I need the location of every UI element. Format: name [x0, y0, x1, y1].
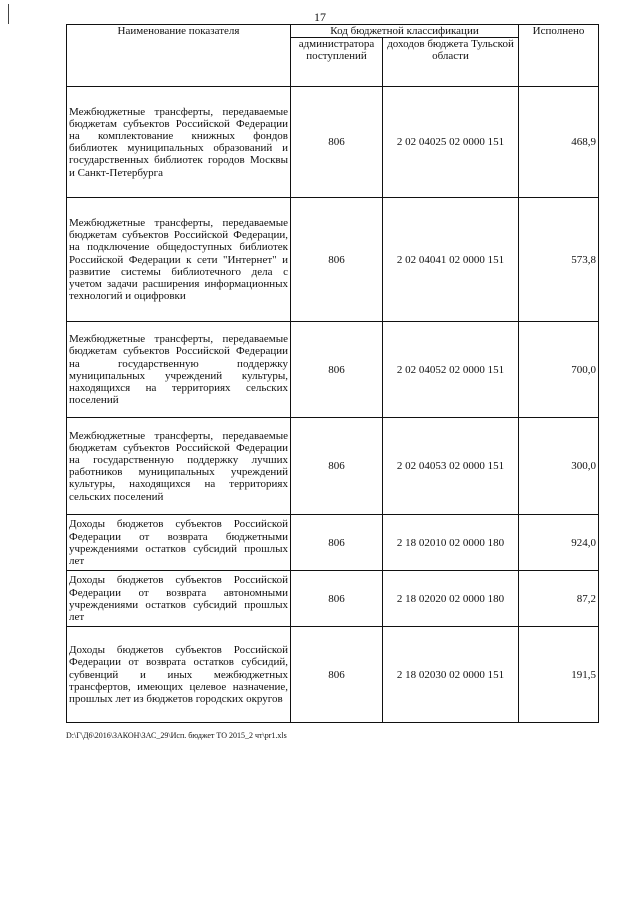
row-indicator-name: Доходы бюджетов субъектов Российской Федерации от возврата бюджетными учреждениями остатков субсидий прошлых лет [67, 515, 291, 571]
row-administrator-code: 806 [291, 418, 383, 515]
row-administrator-code: 806 [291, 627, 383, 723]
budget-table [66, 24, 599, 723]
row-executed-amount: 468,9 [519, 87, 599, 198]
table-body [67, 87, 599, 723]
header-budget-classification-code: Код бюджетной классификации [291, 25, 519, 38]
row-income-code: 2 02 04053 02 0000 151 [383, 418, 519, 515]
row-income-code: 2 02 04052 02 0000 151 [383, 322, 519, 418]
header-indicator-name: Наименование показателя [67, 25, 291, 87]
page-number: 17 [314, 10, 326, 24]
header-executed: Исполнено [519, 25, 599, 87]
row-income-code: 2 18 02010 02 0000 180 [383, 515, 519, 571]
row-administrator-code: 806 [291, 87, 383, 198]
row-administrator-code: 806 [291, 322, 383, 418]
row-administrator-code: 806 [291, 515, 383, 571]
row-executed-amount: 300,0 [519, 418, 599, 515]
table-row [67, 571, 599, 627]
row-executed-amount: 191,5 [519, 627, 599, 723]
row-income-code: 2 02 04025 02 0000 151 [383, 87, 519, 198]
row-administrator-code: 806 [291, 571, 383, 627]
table-row [67, 87, 599, 198]
row-income-code: 2 18 02030 02 0000 151 [383, 627, 519, 723]
row-executed-amount: 87,2 [519, 571, 599, 627]
row-administrator-code: 806 [291, 198, 383, 322]
header-administrator-code: администратора поступлений [291, 38, 383, 87]
table-row [67, 515, 599, 571]
row-income-code: 2 18 02020 02 0000 180 [383, 571, 519, 627]
row-executed-amount: 924,0 [519, 515, 599, 571]
row-indicator-name: Межбюджетные трансферты, передаваемые бюджетам субъектов Российской Федерации, на подключение общедоступных библиотек Российской Федерации к сети "Интернет" и развитие системы библиотечного дела с учетом задачи расширения информационных технологий и оцифровки [67, 198, 291, 322]
row-income-code: 2 02 04041 02 0000 151 [383, 198, 519, 322]
table-row [67, 418, 599, 515]
table-row [67, 322, 599, 418]
row-indicator-name: Межбюджетные трансферты, передаваемые бюджетам субъектов Российской Федерации на государственную поддержку лучших работников муниципальных учреждений культуры, находящихся на территориях сельских поселений [67, 418, 291, 515]
row-executed-amount: 573,8 [519, 198, 599, 322]
table-header [67, 25, 599, 87]
row-indicator-name: Доходы бюджетов субъектов Российской Федерации от возврата автономными учреждениями остатков субсидий прошлых лет [67, 571, 291, 627]
table-row [67, 627, 599, 723]
row-indicator-name: Межбюджетные трансферты, передаваемые бюджетам субъектов Российской Федерации на комплектование книжных фондов библиотек муниципальных образований и государственных библиотек городов Москвы и Санкт-Петербурга [67, 87, 291, 198]
header-income-code: доходов бюджета Тульской области [383, 38, 519, 87]
footer-file-path: D:\Г\Д6\2016\ЗАКОН\ЗАС_29\Исп. бюджет ТО 2015_2 чт\pr1.xls [66, 731, 287, 740]
row-indicator-name: Межбюджетные трансферты, передаваемые бюджетам субъектов Российской Федерации на государственную поддержку муниципальных учреждений культуры, находящихся на территориях сельских поселений [67, 322, 291, 418]
table-row [67, 198, 599, 322]
row-executed-amount: 700,0 [519, 322, 599, 418]
row-indicator-name: Доходы бюджетов субъектов Российской Федерации от возврата остатков субсидий, субвенций и иных межбюджетных трансфертов, имеющих целевое назначение, прошлых лет из бюджетов городских округов [67, 627, 291, 723]
